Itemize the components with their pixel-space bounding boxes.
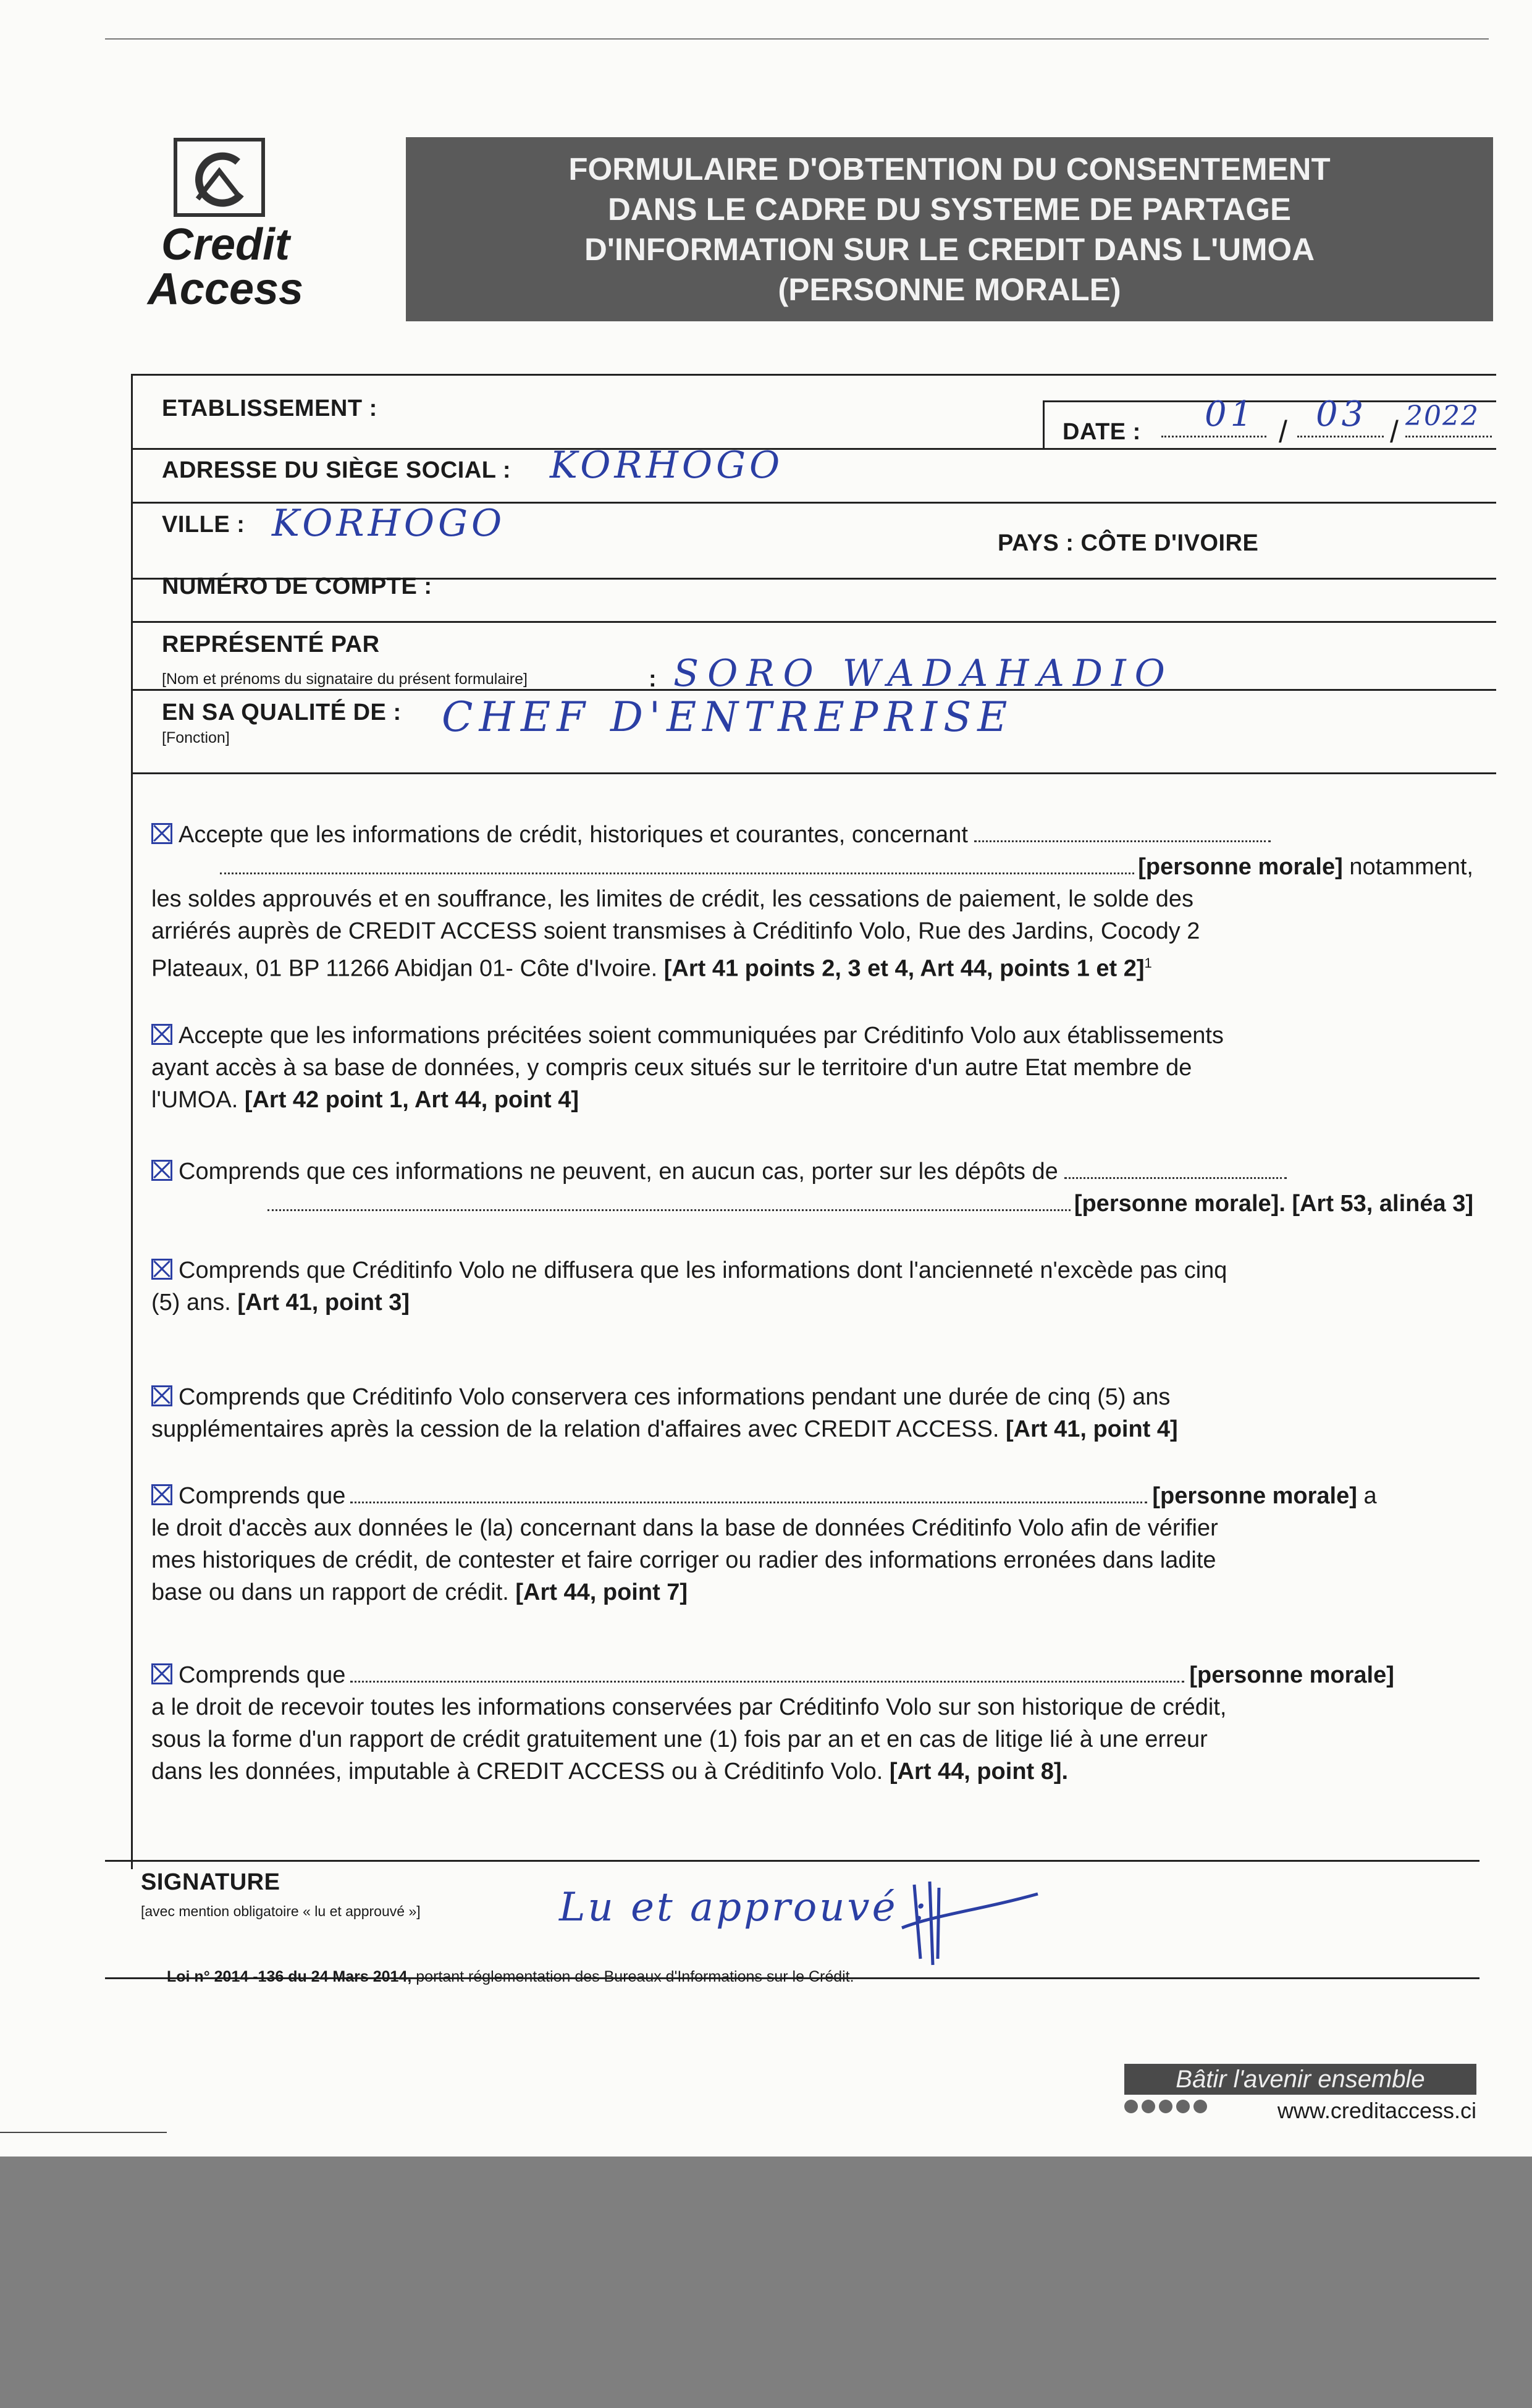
clause-6-line-4: base ou dans un rapport de crédit.: [151, 1579, 516, 1605]
signature-top-rule: [105, 1860, 1479, 1862]
top-rule: [105, 38, 1489, 40]
date-year-line: [1405, 436, 1492, 437]
clause-1-checkbox[interactable]: [151, 823, 172, 844]
title-line-2: DANS LE CADRE DU SYSTEME DE PARTAGE: [607, 192, 1292, 227]
clause-7-ref: [Art 44, point 8].: [889, 1759, 1069, 1785]
clause-3: [151, 1155, 1473, 1220]
frame-date-divider: [1043, 400, 1045, 450]
signature-sub-label: [avec mention obligatoire « lu et approuvé »]: [141, 1903, 421, 1919]
clause-2-line-2: ayant accès à sa base de données, y compris ceux situés sur le territoire d'un autre Etat membre de: [151, 1055, 1192, 1081]
clause-1: [151, 819, 1473, 985]
clause-6-blank[interactable]: [350, 1502, 1147, 1503]
clause-6-line-3: mes historiques de crédit, de contester et faire corriger ou radier des informations erronées dans ladite: [151, 1547, 1216, 1573]
clause-2-ref: [Art 42 point 1, Art 44, point 4]: [244, 1087, 579, 1113]
clause-7-blank[interactable]: [350, 1681, 1184, 1683]
clause-7-line-1: Comprends que: [179, 1662, 346, 1688]
clause-1-footnote-mark: 1: [1144, 955, 1152, 971]
clause-2-line-3: l'UMOA.: [151, 1087, 245, 1113]
clause-2-checkbox[interactable]: [151, 1024, 172, 1045]
clause-4: [151, 1254, 1473, 1319]
clause-1-line-5: Plateaux, 01 BP 11266 Abidjan 01- Côte d'Ivoire.: [151, 955, 664, 982]
adresse-label: ADRESSE DU SIÈGE SOCIAL :: [162, 457, 511, 483]
clause-7-tag: [personne morale]: [1189, 1662, 1394, 1688]
clause-1-blank-1[interactable]: [974, 840, 1271, 842]
date-day[interactable]: 01: [1205, 394, 1256, 434]
date-separator-1: /: [1279, 415, 1287, 449]
clause-1-line-1: Accepte que les informations de crédit, historiques et courantes, concernant: [179, 822, 968, 848]
date-month[interactable]: 03: [1316, 394, 1368, 434]
qualite-sub-label: [Fonction]: [162, 729, 230, 746]
clause-3-blank-1[interactable]: [1064, 1177, 1287, 1179]
signature-label: SIGNATURE: [141, 1869, 280, 1895]
clause-4-ref: [Art 41, point 3]: [237, 1290, 410, 1316]
clause-2: [151, 1020, 1473, 1116]
brand-line-1: Credit: [161, 220, 290, 269]
clause-5-line-2: supplémentaires après la cession de la relation d'affaires avec CREDIT ACCESS.: [151, 1416, 1006, 1442]
clause-1-tag: [personne morale]: [1138, 854, 1343, 880]
clause-7: [151, 1659, 1473, 1788]
date-day-line: [1161, 436, 1266, 437]
bottom-rule: [0, 2132, 167, 2133]
row-rule-1b: [1043, 448, 1496, 450]
clause-6-tag: [personne morale]: [1152, 1483, 1357, 1509]
ville-label: VILLE :: [162, 512, 245, 538]
clause-1-line-2: notamment,: [1342, 854, 1473, 880]
clause-5-line-1: Comprends que Créditinfo Volo conservera ces informations pendant une durée de cinq (5) ans: [179, 1384, 1171, 1410]
clause-1-blank-2[interactable]: [220, 872, 1134, 874]
row-rule-5: [131, 689, 1496, 691]
clause-6-checkbox[interactable]: [151, 1484, 172, 1505]
title-line-4: (PERSONNE MORALE): [778, 272, 1121, 307]
signature-scribble: [896, 1872, 1044, 1971]
represente-value[interactable]: SORO WADAHADIO: [673, 652, 1174, 695]
date-year[interactable]: 2022: [1405, 400, 1479, 432]
clause-6: [151, 1480, 1473, 1608]
clause-3-ref: [personne morale]. [Art 53, alinéa 3]: [1074, 1191, 1473, 1217]
represente-colon: :: [649, 666, 657, 692]
represente-sub-label: [Nom et prénoms du signataire du présent formulaire]: [162, 670, 528, 688]
signature-mention[interactable]: Lu et approuvé :: [559, 1885, 929, 1930]
clause-7-line-4: dans les données, imputable à CREDIT ACCESS ou à Créditinfo Volo.: [151, 1759, 890, 1785]
etablissement-label: ETABLISSEMENT :: [162, 395, 377, 421]
footer-website[interactable]: www.creditaccess.ci: [1277, 2098, 1476, 2123]
clause-7-checkbox[interactable]: [151, 1663, 172, 1684]
clause-6-line-2: le droit d'accès aux données le (la) concernant dans la base de données Créditinfo Volo afin de vérifier: [151, 1515, 1218, 1541]
title-line-3: D'INFORMATION SUR LE CREDIT DANS L'UMOA: [584, 232, 1315, 267]
clause-5-ref: [Art 41, point 4]: [1005, 1416, 1178, 1442]
footnote-text: portant réglementation des Bureaux d'Informations sur le Crédit.: [411, 1968, 854, 1985]
row-rule-6: [131, 772, 1496, 774]
credit-access-logo-icon: [173, 137, 266, 218]
form-title: [406, 137, 1493, 321]
clause-7-line-3: sous la forme d'un rapport de crédit gratuitement une (1) fois par an et en cas de litige lié à une erreur: [151, 1726, 1208, 1752]
represente-label: REPRÉSENTÉ PAR: [162, 632, 380, 657]
clause-3-checkbox[interactable]: [151, 1160, 172, 1181]
pays-label: PAYS : CÔTE D'IVOIRE: [998, 530, 1259, 556]
clause-4-checkbox[interactable]: [151, 1259, 172, 1280]
qualite-value[interactable]: CHEF D'ENTREPRISE: [442, 693, 1014, 741]
footnote-ref: Loi n° 2014 -136 du 24 Mars 2014,: [167, 1968, 412, 1985]
clause-7-line-2: a le droit de recevoir toutes les informations conservées par Créditinfo Volo sur son historique de crédit,: [151, 1694, 1227, 1720]
footer-slogan: Bâtir l'avenir ensemble: [1124, 2064, 1476, 2095]
clause-2-line-1: Accepte que les informations précitées soient communiquées par Créditinfo Volo aux établissements: [179, 1023, 1224, 1049]
date-separator-2: /: [1390, 415, 1399, 449]
clause-1-line-3: les soldes approuvés et en souffrance, les limites de crédit, les cessations de paiement, le solde des: [151, 886, 1194, 912]
clause-6-ref: [Art 44, point 7]: [515, 1579, 688, 1605]
clause-4-line-2: (5) ans.: [151, 1290, 238, 1316]
brand-line-2: Access: [147, 264, 304, 314]
clause-3-line-1: Comprends que ces informations ne peuvent, en aucun cas, porter sur les dépôts de: [179, 1159, 1058, 1185]
clause-1-line-4: arriérés auprès de CREDIT ACCESS soient transmises à Créditinfo Volo, Rue des Jardins, Cocody 2: [151, 918, 1200, 944]
ville-value[interactable]: KORHOGO: [272, 502, 506, 545]
frame-top: [131, 374, 1496, 376]
clause-3-blank-2[interactable]: [267, 1209, 1071, 1211]
clause-6-line-1-end: a: [1357, 1483, 1377, 1509]
clause-5-checkbox[interactable]: [151, 1385, 172, 1406]
title-line-1: FORMULAIRE D'OBTENTION DU CONSENTEMENT: [568, 151, 1331, 187]
date-month-line: [1297, 436, 1384, 437]
clause-4-line-1: Comprends que Créditinfo Volo ne diffusera que les informations dont l'ancienneté n'excède pas cinq: [179, 1257, 1227, 1283]
date-label: DATE :: [1063, 419, 1141, 445]
adresse-value[interactable]: KORHOGO: [550, 444, 784, 487]
clause-5: [151, 1381, 1473, 1445]
clause-1-ref: [Art 41 points 2, 3 et 4, Art 44, points 1 et 2]: [663, 955, 1145, 982]
row-rule-4: [131, 621, 1496, 623]
qualite-label: EN SA QUALITÉ DE :: [162, 699, 402, 725]
compte-label: NUMÉRO DE COMPTE :: [162, 573, 432, 599]
clause-6-line-1: Comprends que: [179, 1483, 346, 1509]
frame-left: [131, 374, 133, 1869]
footnote: [167, 1968, 854, 1986]
